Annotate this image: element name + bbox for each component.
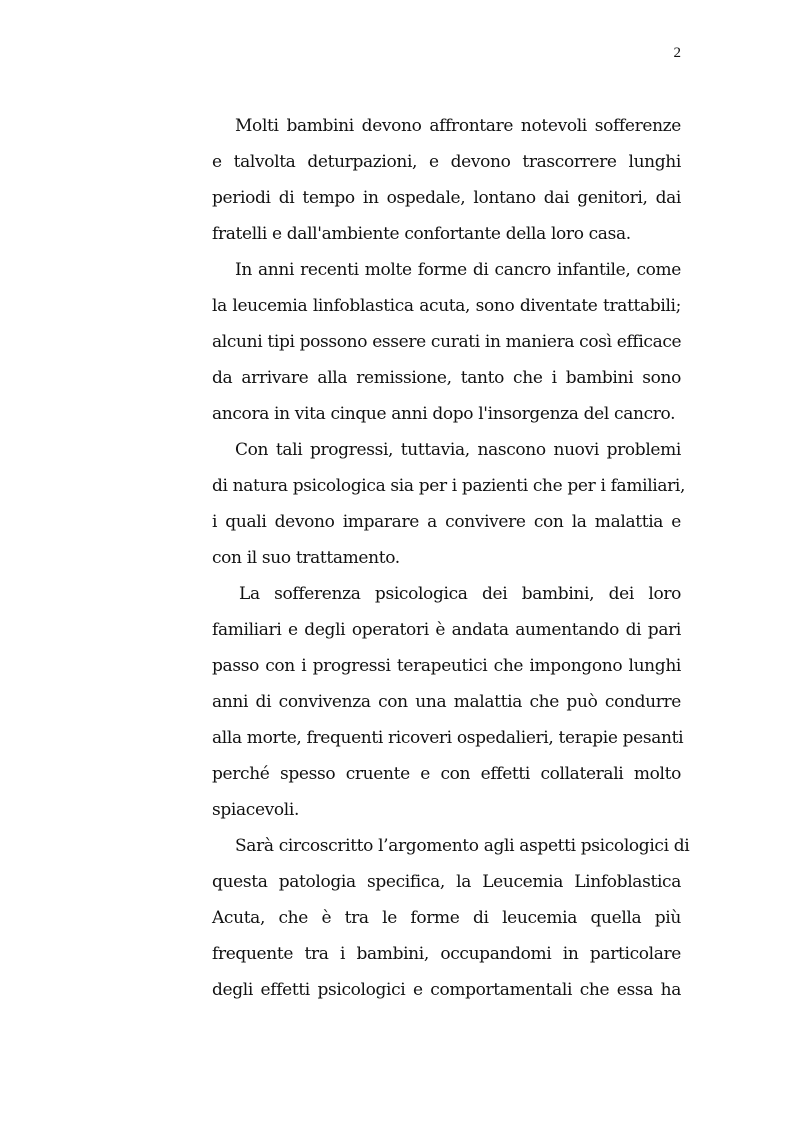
text-line: Acuta, che è tra le forme di leucemia quella più — [212, 908, 681, 928]
text-line: passo con i progressi terapeutici che impongono lunghi — [212, 656, 681, 676]
text-line: In anni recenti molte forme di cancro infantile, come — [235, 260, 681, 280]
paragraph-4 — [212, 576, 684, 828]
text-line: alla morte, frequenti ricoveri ospedalieri, terapie pesanti — [212, 728, 684, 748]
text-line: spiacevoli. — [212, 800, 300, 820]
text-line: perché spesso cruente e con effetti collaterali molto — [212, 764, 681, 784]
text-line: anni di convivenza con una malattia che può condurre — [212, 692, 681, 712]
text-line: periodi di tempo in ospedale, lontano dai genitori, dai — [212, 188, 681, 208]
text-line: Sarà circoscritto l’argomento agli aspetti psicologici di — [235, 836, 690, 856]
paragraph-2 — [212, 252, 681, 432]
text-line: La sofferenza psicologica dei bambini, dei loro — [239, 584, 681, 604]
text-line: familiari e degli operatori è andata aumentando di pari — [212, 620, 681, 640]
text-line: di natura psicologica sia per i pazienti che per i familiari, — [212, 476, 686, 496]
text-line: e talvolta deturpazioni, e devono trascorrere lunghi — [212, 152, 681, 172]
body-text — [212, 108, 690, 1008]
text-line: alcuni tipi possono essere curati in maniera così efficace — [212, 332, 682, 352]
text-line: Con tali progressi, tuttavia, nascono nuovi problemi — [235, 440, 681, 460]
page-number: 2 — [673, 45, 681, 61]
text-line: con il suo trattamento. — [212, 548, 400, 568]
paragraph-1 — [212, 108, 681, 252]
text-line: frequente tra i bambini, occupandomi in particolare — [212, 944, 681, 964]
paragraph-5 — [212, 828, 690, 1008]
text-line: la leucemia linfoblastica acuta, sono diventate trattabili; — [212, 296, 681, 316]
paragraph-3 — [212, 432, 686, 576]
text-line: da arrivare alla remissione, tanto che i bambini sono — [212, 368, 681, 388]
text-line: degli effetti psicologici e comportamentali che essa ha — [212, 980, 681, 1000]
text-line: questa patologia specifica, la Leucemia Linfoblastica — [212, 872, 681, 892]
text-line: ancora in vita cinque anni dopo l'insorgenza del cancro. — [212, 404, 676, 424]
text-line: Molti bambini devono affrontare notevoli sofferenze — [235, 116, 681, 136]
text-line: fratelli e dall'ambiente confortante della loro casa. — [212, 224, 631, 244]
text-line: i quali devono imparare a convivere con la malattia e — [212, 512, 681, 532]
